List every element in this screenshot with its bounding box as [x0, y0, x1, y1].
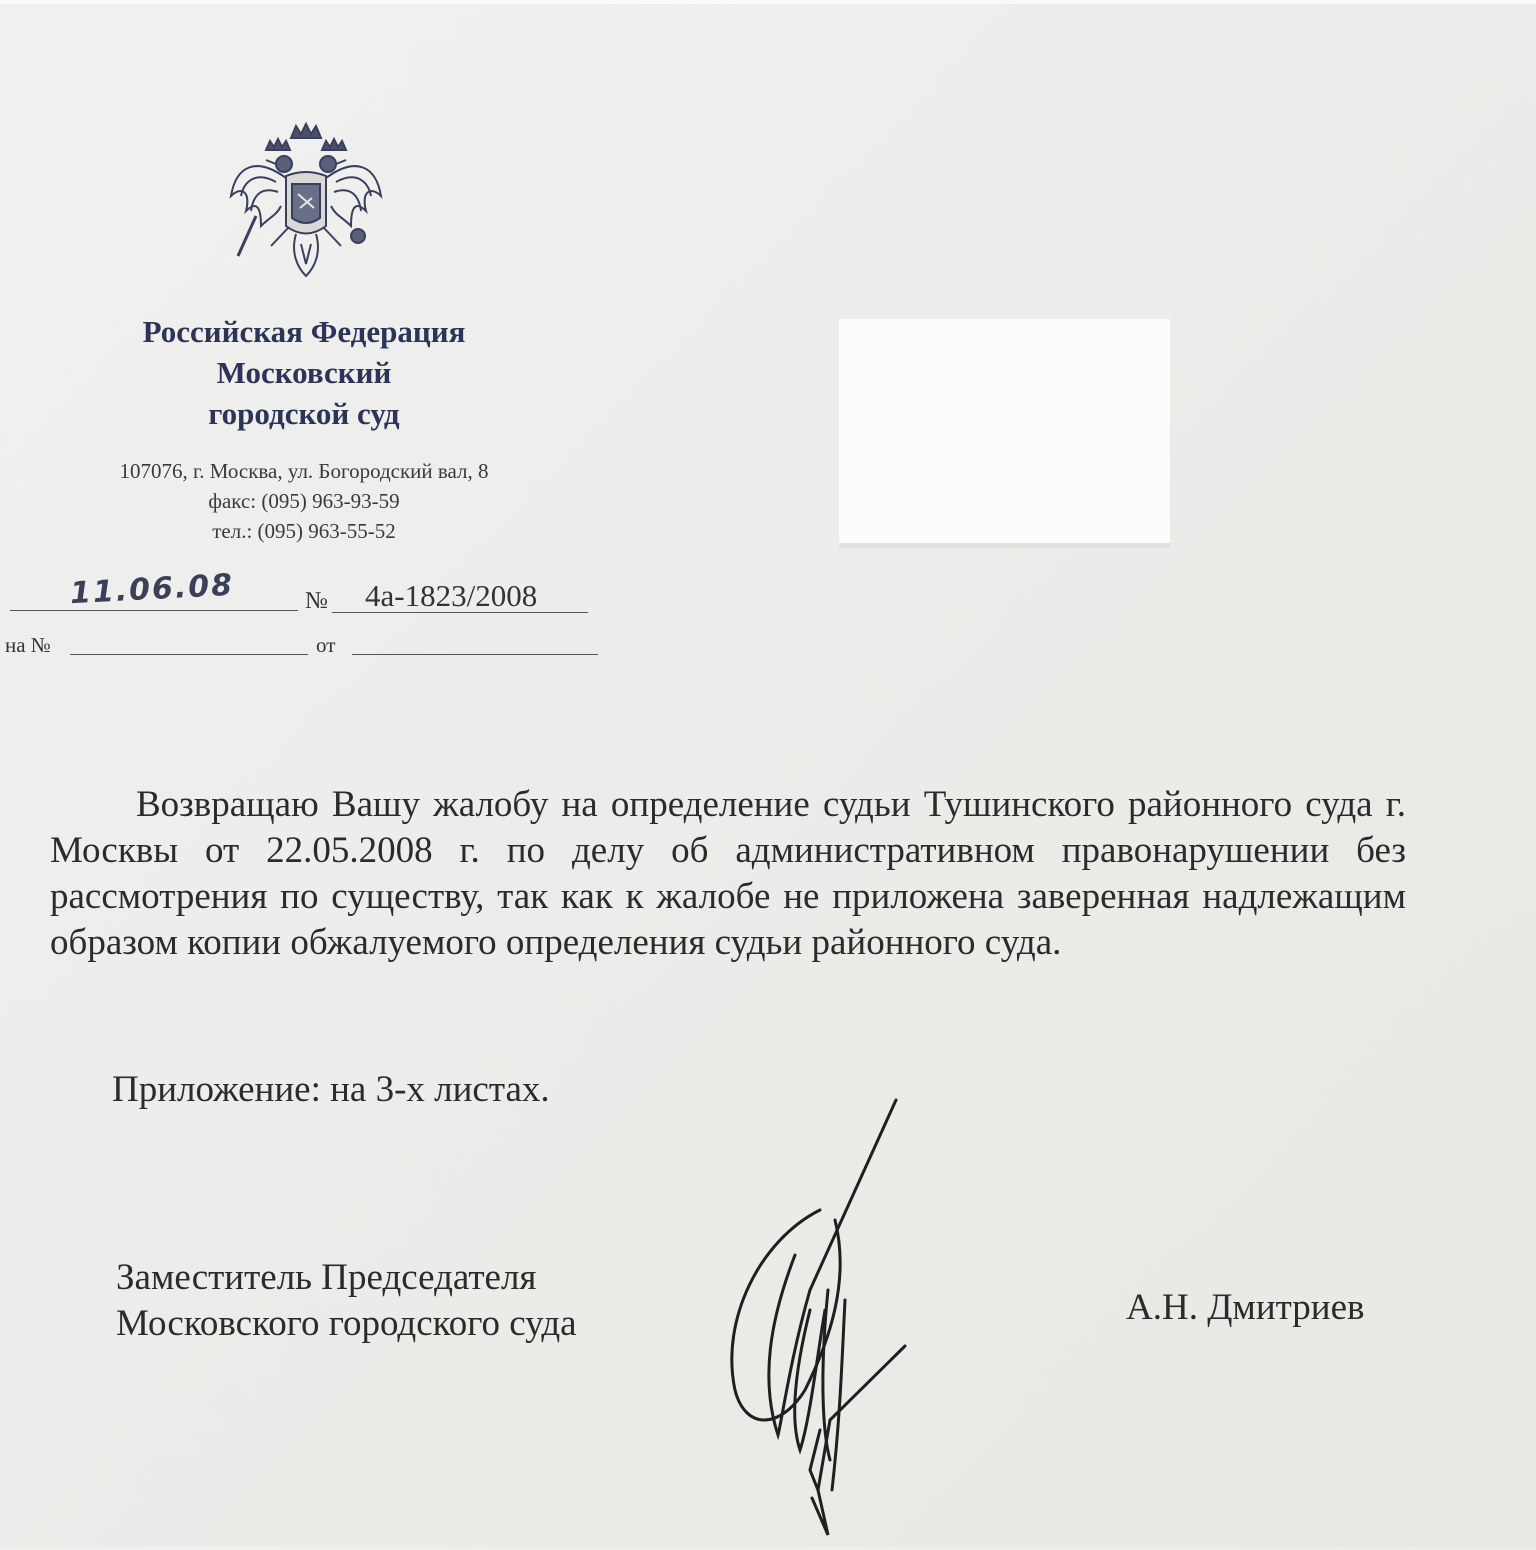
registry-number: 4а-1823/2008: [365, 578, 538, 613]
number-label: №: [305, 588, 328, 614]
redacted-recipient-block: [839, 319, 1170, 548]
ref-from-underline: [352, 654, 598, 655]
signer-position-line2: Московского городского суда: [116, 1303, 577, 1344]
date-underline: [10, 610, 298, 611]
signer-position-line1: Заместитель Председателя: [116, 1257, 537, 1298]
handwritten-signature: [700, 1090, 940, 1550]
number-underline: [332, 612, 588, 613]
attachment-note: Приложение: на 3-х листах.: [112, 1069, 550, 1110]
ref-number-underline: [70, 654, 308, 655]
header-phone: тел.: (095) 963-55-52: [212, 519, 396, 543]
header-court-line2: городской суд: [208, 396, 400, 431]
header-fax: факс: (095) 963-93-59: [208, 489, 400, 513]
signer-name: А.Н. Дмитриев: [1126, 1287, 1365, 1328]
header-address: 107076, г. Москва, ул. Богородский вал, 8: [119, 459, 489, 483]
body-paragraph: Возвращаю Вашу жалобу на определение судьи Тушинского районного суда г. Москвы от 22.05.2008 г. по делу об административном правонарушении без рассмотрения по существу, так как к жалобе не приложена заверенная надлежащим образом копии обжалуемого определения судьи районного суда.: [50, 784, 1406, 963]
scan-edge: [0, 0, 1536, 4]
header-court-line1: Московский: [216, 355, 392, 390]
ref-from-label: от: [316, 633, 336, 657]
handwritten-date: 11.06.08: [69, 567, 235, 612]
coat-of-arms-emblem: [226, 116, 386, 282]
header-country: Российская Федерация: [142, 314, 466, 349]
ref-number-label: на №: [5, 633, 51, 657]
